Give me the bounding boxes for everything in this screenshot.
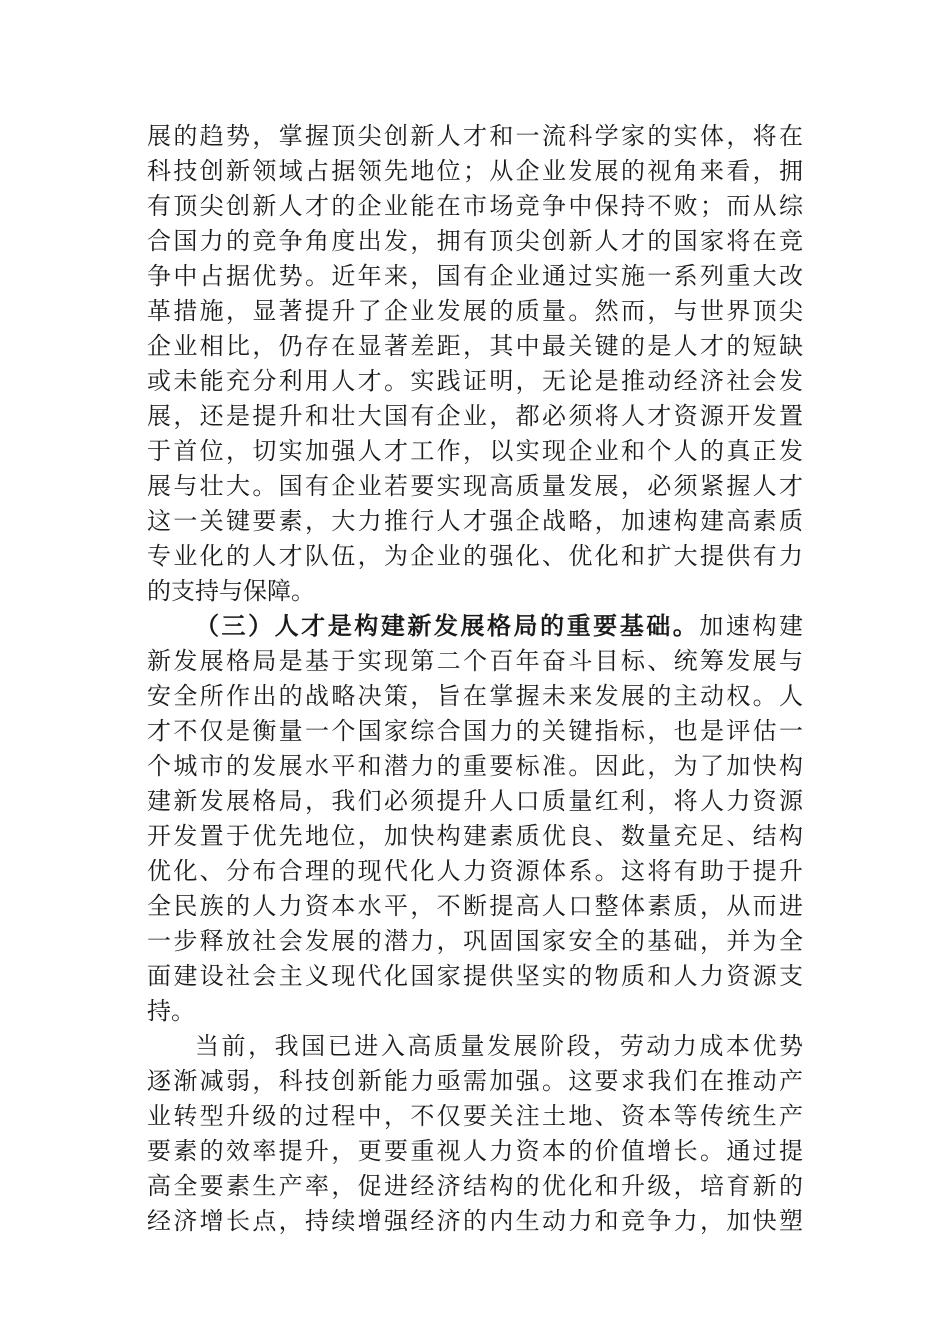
text-line: 专业化的人才队伍，为企业的强化、优化和扩大提供有力	[147, 542, 803, 570]
text-line: 的支持与保障。	[147, 577, 315, 605]
text-line: 企业相比，仍存在显著差距，其中最关键的是人才的短缺	[147, 332, 803, 360]
text-line: 要素的效率提升，更要重视人力资本的价值增长。通过提	[147, 1137, 803, 1165]
text-line: 建新发展格局，我们必须提升人口质量红利，将人力资源	[147, 787, 803, 815]
text-line: 个城市的发展水平和潜力的重要标准。因此，为了加快构	[147, 752, 803, 780]
text-line: 争中占据优势。近年来，国有企业通过实施一系列重大改	[147, 262, 803, 290]
text-line: 经济增长点，持续增强经济的内生动力和竞争力，加快塑	[147, 1207, 803, 1235]
text-line: 持。	[147, 997, 195, 1025]
text-line: 于首位，切实加强人才工作，以实现企业和个人的真正发	[147, 437, 803, 465]
text-line: 革措施，显著提升了企业发展的质量。然而，与世界顶尖	[147, 297, 803, 325]
text-line: 合国力的竞争角度出发，拥有顶尖创新人才的国家将在竞	[147, 227, 803, 255]
text-line: 有顶尖创新人才的企业能在市场竞争中保持不败；而从综	[147, 192, 803, 220]
text-line: 新发展格局是基于实现第二个百年奋斗目标、统筹发展与	[147, 647, 803, 675]
text-line: 当前，我国已进入高质量发展阶段，劳动力成本优势	[195, 1032, 803, 1060]
text-line: 展的趋势，掌握顶尖创新人才和一流科学家的实体，将在	[147, 122, 803, 150]
text-line: 业转型升级的过程中，不仅要关注土地、资本等传统生产	[147, 1102, 803, 1130]
text-line: 或未能充分利用人才。实践证明，无论是推动经济社会发	[147, 367, 803, 395]
section-heading: （三）人才是构建新发展格局的重要基础。	[195, 612, 700, 640]
text-line: 展与壮大。国有企业若要实现高质量发展，必须紧握人才	[147, 472, 803, 500]
text-run: 加速构建	[699, 612, 803, 640]
text-line: 安全所作出的战略决策，旨在掌握未来发展的主动权。人	[147, 682, 803, 710]
text-line: 高全要素生产率，促进经济结构的优化和升级，培育新的	[147, 1172, 803, 1200]
section-heading-line	[195, 608, 803, 644]
text-line: 逐渐减弱，科技创新能力亟需加强。这要求我们在推动产	[147, 1067, 803, 1095]
text-line: 全民族的人力资本水平，不断提高人口整体素质，从而进	[147, 892, 803, 920]
text-line: 一步释放社会发展的潜力，巩固国家安全的基础，并为全	[147, 927, 803, 955]
text-line: 展，还是提升和壮大国有企业，都必须将人才资源开发置	[147, 402, 803, 430]
text-line: 这一关键要素，大力推行人才强企战略，加速构建高素质	[147, 507, 803, 535]
text-line: 面建设社会主义现代化国家提供坚实的物质和人力资源支	[147, 962, 803, 990]
text-line: 才不仅是衡量一个国家综合国力的关键指标，也是评估一	[147, 717, 803, 745]
text-line: 科技创新领域占据领先地位；从企业发展的视角来看，拥	[147, 157, 803, 185]
text-line: 开发置于优先地位，加快构建素质优良、数量充足、结构	[147, 822, 803, 850]
text-line: 优化、分布合理的现代化人力资源体系。这将有助于提升	[147, 857, 803, 885]
